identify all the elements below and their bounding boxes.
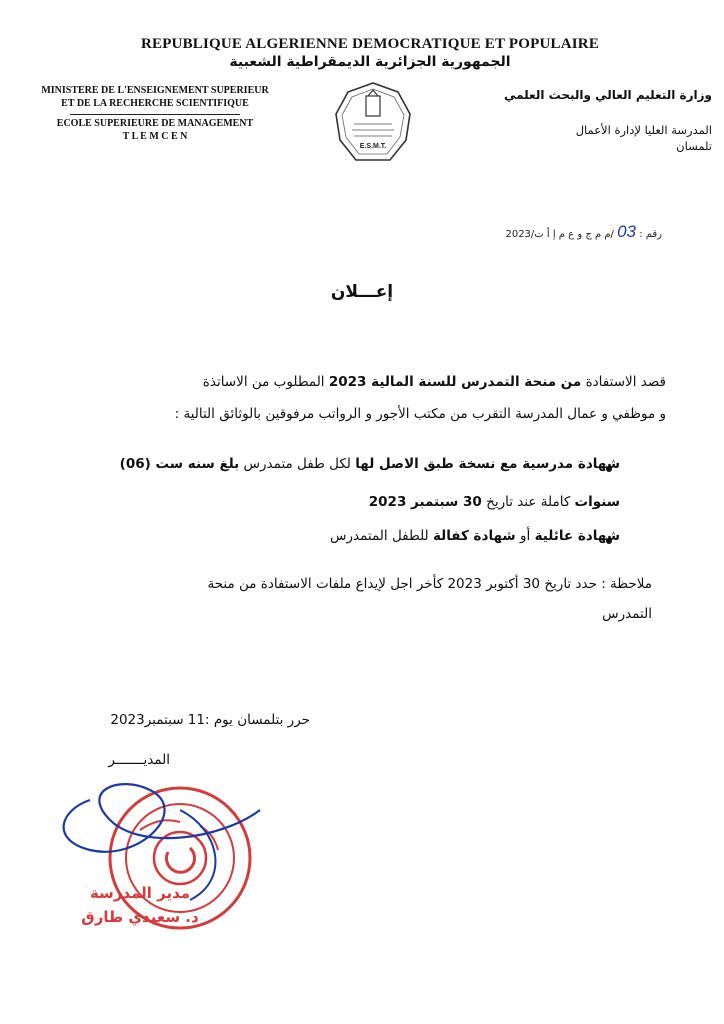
school-ar-line2: تلمسان: [676, 139, 712, 153]
bullet1-line2-part-a: سنوات: [574, 494, 620, 510]
reference-suffix: /م م ج و ع م إ أ ت/2023: [505, 229, 614, 240]
republic-title-ar: الجمهورية الجزائرية الديمقراطية الشعبية: [229, 54, 511, 70]
school-logo: [332, 80, 414, 166]
ministry-fr-line2: ET DE LA RECHERCHE SCIENTIFIQUE: [61, 98, 249, 109]
ministry-block-fr: [20, 84, 290, 143]
bullet2-part-d: للطفل المتمدرس: [330, 528, 433, 544]
bullet2-line: [80, 528, 620, 544]
republic-title-fr: REPUBLIQUE ALGERIENNE DEMOCRATIQUE ET POPULAIRE: [140, 36, 600, 52]
header-divider: [70, 114, 240, 115]
announcement-title: إعـــلان: [330, 282, 394, 302]
ministry-block-ar: [450, 86, 712, 154]
bullet2-part-a: شهادة عائلية: [534, 528, 620, 544]
bullet1-line2-part-b: كاملة عند تاريخ: [481, 494, 575, 510]
bullet2-part-b: أو: [515, 528, 535, 544]
bullet1-line2-part-c: 30 سبتمبر 2023: [368, 494, 482, 510]
para1-part-a: قصد الاستفادة: [581, 374, 666, 390]
note-line1: ملاحظة : حدد تاريخ 30 أكتوبر 2023 كأخر اجل لإيداع ملفات الاستفادة من منحة: [207, 576, 652, 592]
reference-handwritten-number: 03: [617, 222, 636, 241]
signature-line2: د. سعيدي طارق: [81, 908, 199, 926]
bullet1-line2: [80, 494, 620, 510]
issue-date: حرر بتلمسان يوم :11 سبتمبر2023: [110, 712, 310, 728]
ministry-fr-line1: MINISTERE DE L'ENSEIGNEMENT SUPERIEUR: [41, 85, 269, 96]
reference-number: [440, 222, 662, 242]
bullet2-part-c: شهادة كفالة: [432, 528, 516, 544]
reference-label: رقم :: [639, 229, 662, 240]
bullet1-part-c: بلغ سنه ست (06): [119, 456, 240, 472]
note-line2: التمدرس: [602, 606, 652, 622]
signature-line1: مدير المدرسة: [89, 884, 191, 902]
bullet1-part-a: شهادة مدرسية مع نسخة طبق الاصل لها: [355, 456, 620, 472]
school-fr-line2: T L E M C E N: [122, 131, 188, 142]
para1-part-c: المطلوب من الاساتذة: [202, 374, 329, 390]
director-title: المديـــــــر: [108, 752, 170, 768]
official-stamp: [30, 770, 290, 940]
school-fr-line1: ECOLE SUPERIEURE DE MANAGEMENT: [56, 118, 254, 129]
bullet1-part-b: لكل طفل متمدرس: [239, 456, 356, 472]
body-paragraph-line1: [70, 374, 666, 390]
body-paragraph-line2: و موظفي و عمال المدرسة التقرب من مكتب الأجور و الرواتب مرفوقين بالوثائق التالية :: [174, 406, 666, 422]
bullet1-line1: [80, 456, 620, 472]
logo-text: E.S.M.T.: [359, 143, 387, 150]
para1-part-b: من منحة التمدرس للسنة المالية 2023: [328, 374, 582, 390]
ministry-ar: وزارة التعليم العالي والبحث العلمي: [503, 88, 712, 102]
school-ar-line1: المدرسة العليا لإدارة الأعمال: [575, 123, 712, 137]
